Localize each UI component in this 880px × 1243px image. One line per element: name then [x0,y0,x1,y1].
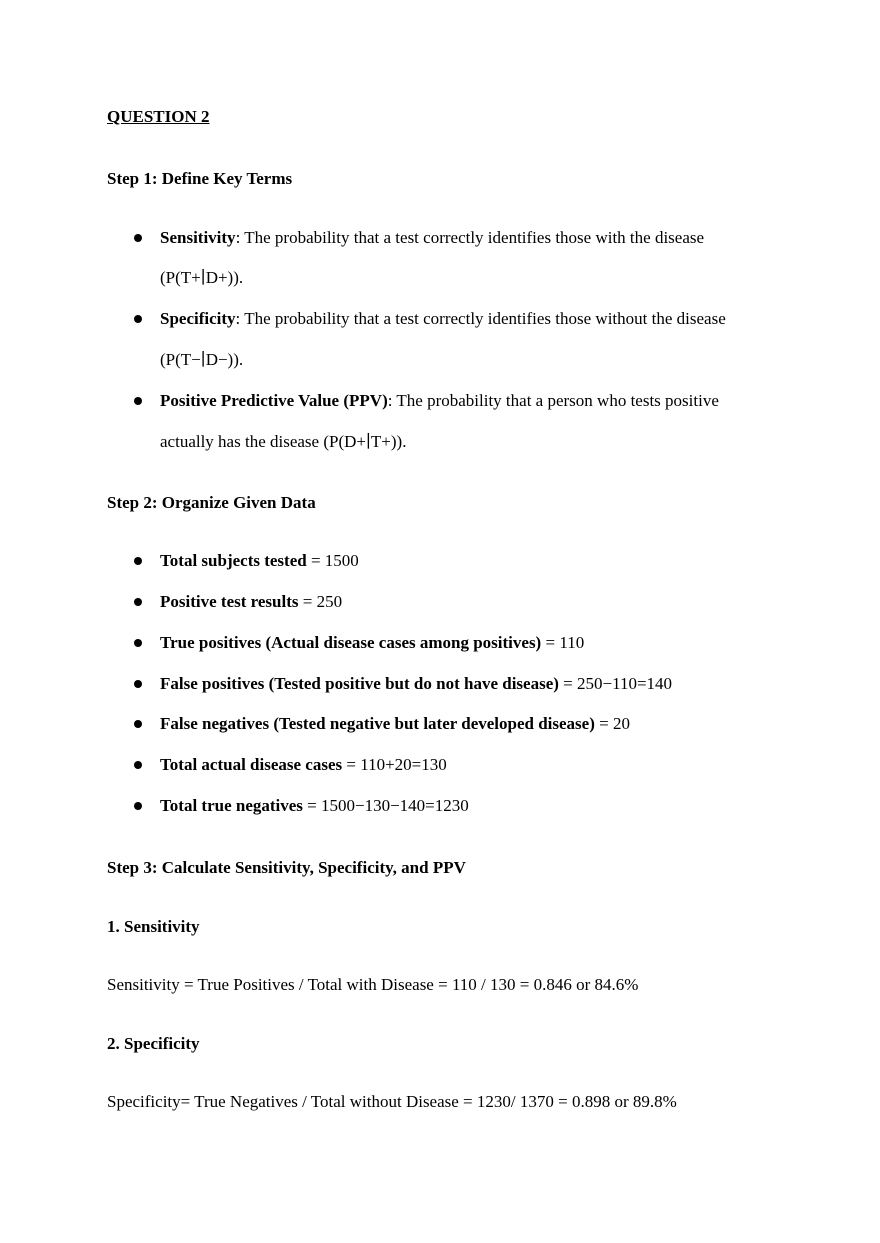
data-item: Total true negatives = 1500−130−140=1230 [160,796,469,815]
step2-heading: Step 2: Organize Given Data [107,493,316,512]
term-sensitivity-cont: (P(T+∣D+)). [160,268,244,287]
bullet-icon [134,680,142,688]
sensitivity-subheading: 1. Sensitivity [107,917,200,936]
step3-heading: Step 3: Calculate Sensitivity, Specificity, and PPV [107,858,466,877]
term-ppv: Positive Predictive Value (PPV): The probability that a person who tests positive [160,391,719,410]
bullet-icon [134,761,142,769]
bullet-icon [134,720,142,728]
data-item: False negatives (Tested negative but later developed disease) = 20 [160,714,630,733]
question-title: QUESTION 2 [107,107,210,126]
data-item: True positives (Actual disease cases among positives) = 110 [160,633,585,652]
bullet-icon [134,598,142,606]
data-item: False positives (Tested positive but do not have disease) = 250−110=140 [160,674,673,693]
term-sensitivity: Sensitivity: The probability that a test correctly identifies those with the disease [160,228,705,247]
bullet-icon [134,234,142,242]
data-item: Total actual disease cases = 110+20=130 [160,755,447,774]
term-specificity: Specificity: The probability that a test correctly identifies those without the disease [160,309,726,328]
specificity-subheading: 2. Specificity [107,1034,200,1053]
bullet-icon [134,802,142,810]
bullet-icon [134,315,142,323]
bullet-icon [134,557,142,565]
term-ppv-cont: actually has the disease (P(D+∣T+)). [160,432,407,451]
sensitivity-formula: Sensitivity = True Positives / Total with Disease = 110 / 130 = 0.846 or 84.6% [107,975,639,994]
step1-heading: Step 1: Define Key Terms [107,169,293,188]
bullet-icon [134,639,142,647]
data-item: Total subjects tested = 1500 [160,551,359,570]
bullet-icon [134,397,142,405]
term-specificity-cont: (P(T−∣D−)). [160,350,244,369]
specificity-formula: Specificity= True Negatives / Total without Disease = 1230/ 1370 = 0.898 or 89.8% [107,1092,677,1111]
data-item: Positive test results = 250 [160,592,343,611]
